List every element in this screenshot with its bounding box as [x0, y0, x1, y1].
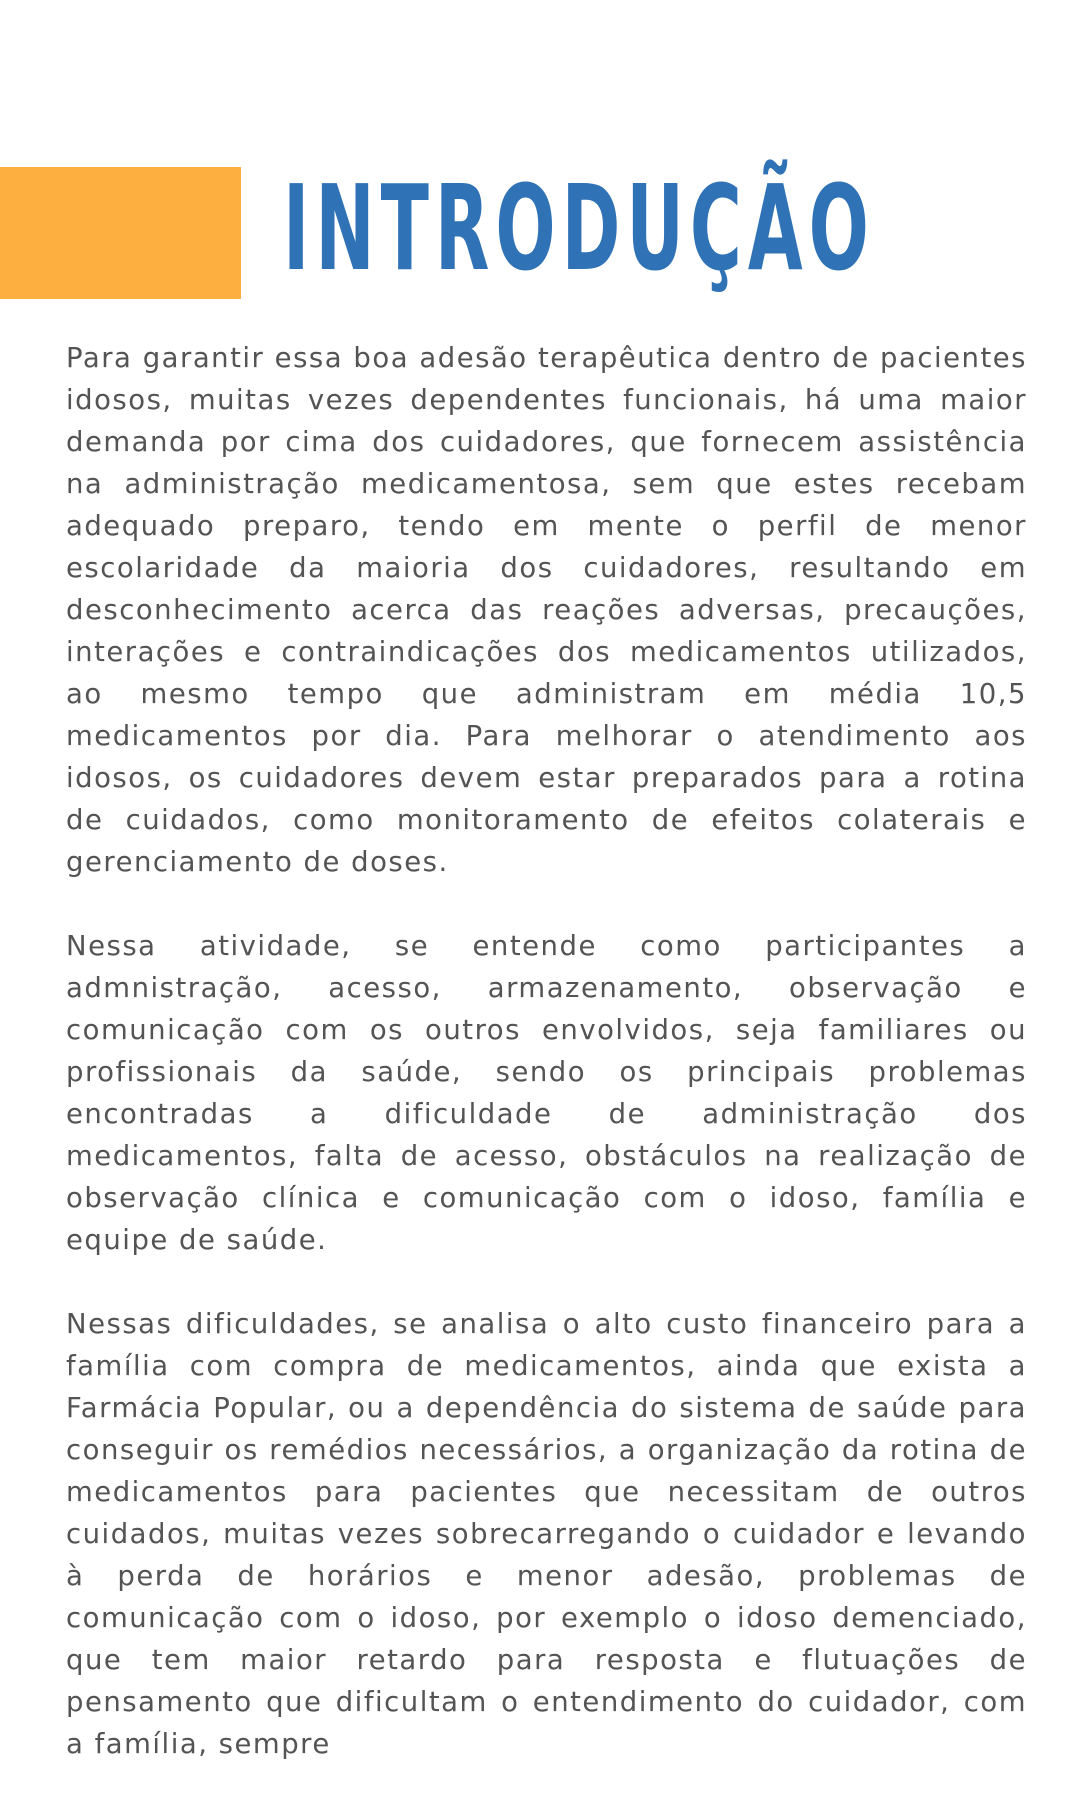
- body-text: [66, 337, 1027, 1807]
- paragraph-3: Nessas dificuldades, se analisa o alto custo financeiro para a família com compra de medicamentos, ainda que exista a Farmácia Popular, ou a dependência do sistema de saúde para conseguir os remédios necessários, a organização da rotina de medicamentos para pacientes que necessitam de outros cuidados, muitas vezes sobrecarregando o cuidador e levando à perda de horários e menor adesão, problemas de comunicação com o idoso, por exemplo o idoso demenciado, que tem maior retardo para resposta e flutuações de pensamento que dificultam o entendimento do cuidador, com a família, sempre: [66, 1308, 1027, 1760]
- paragraph-2: Nessa atividade, se entende como participantes a admnistração, acesso, armazenamento, observação e comunicação com os outros envolvidos, seja familiares ou profissionais da saúde, sendo os principais problemas encontradas a dificuldade de administração dos medicamentos, falta de acesso, obstáculos na realização de observação clínica e comunicação com o idoso, família e equipe de saúde.: [66, 930, 1027, 1256]
- paragraph-1: Para garantir essa boa adesão terapêutica dentro de pacientes idosos, muitas vezes dependentes funcionais, há uma maior demanda por cima dos cuidadores, que fornecem assistência na administração medicamentosa, sem que estes recebam adequado preparo, tendo em mente o perfil de menor escolaridade da maioria dos cuidadores, resultando em desconhecimento acerca das reações adversas, precauções, interações e contraindicações dos medicamentos utilizados, ao mesmo tempo que administram em média 10,5 medicamentos por dia. Para melhorar o atendimento aos idosos, os cuidadores devem estar preparados para a rotina de cuidados, como monitoramento de efeitos colaterais e gerenciamento de doses.: [66, 342, 1027, 878]
- page-title: INTRODUÇÃO: [283, 159, 875, 297]
- accent-block: [0, 167, 241, 299]
